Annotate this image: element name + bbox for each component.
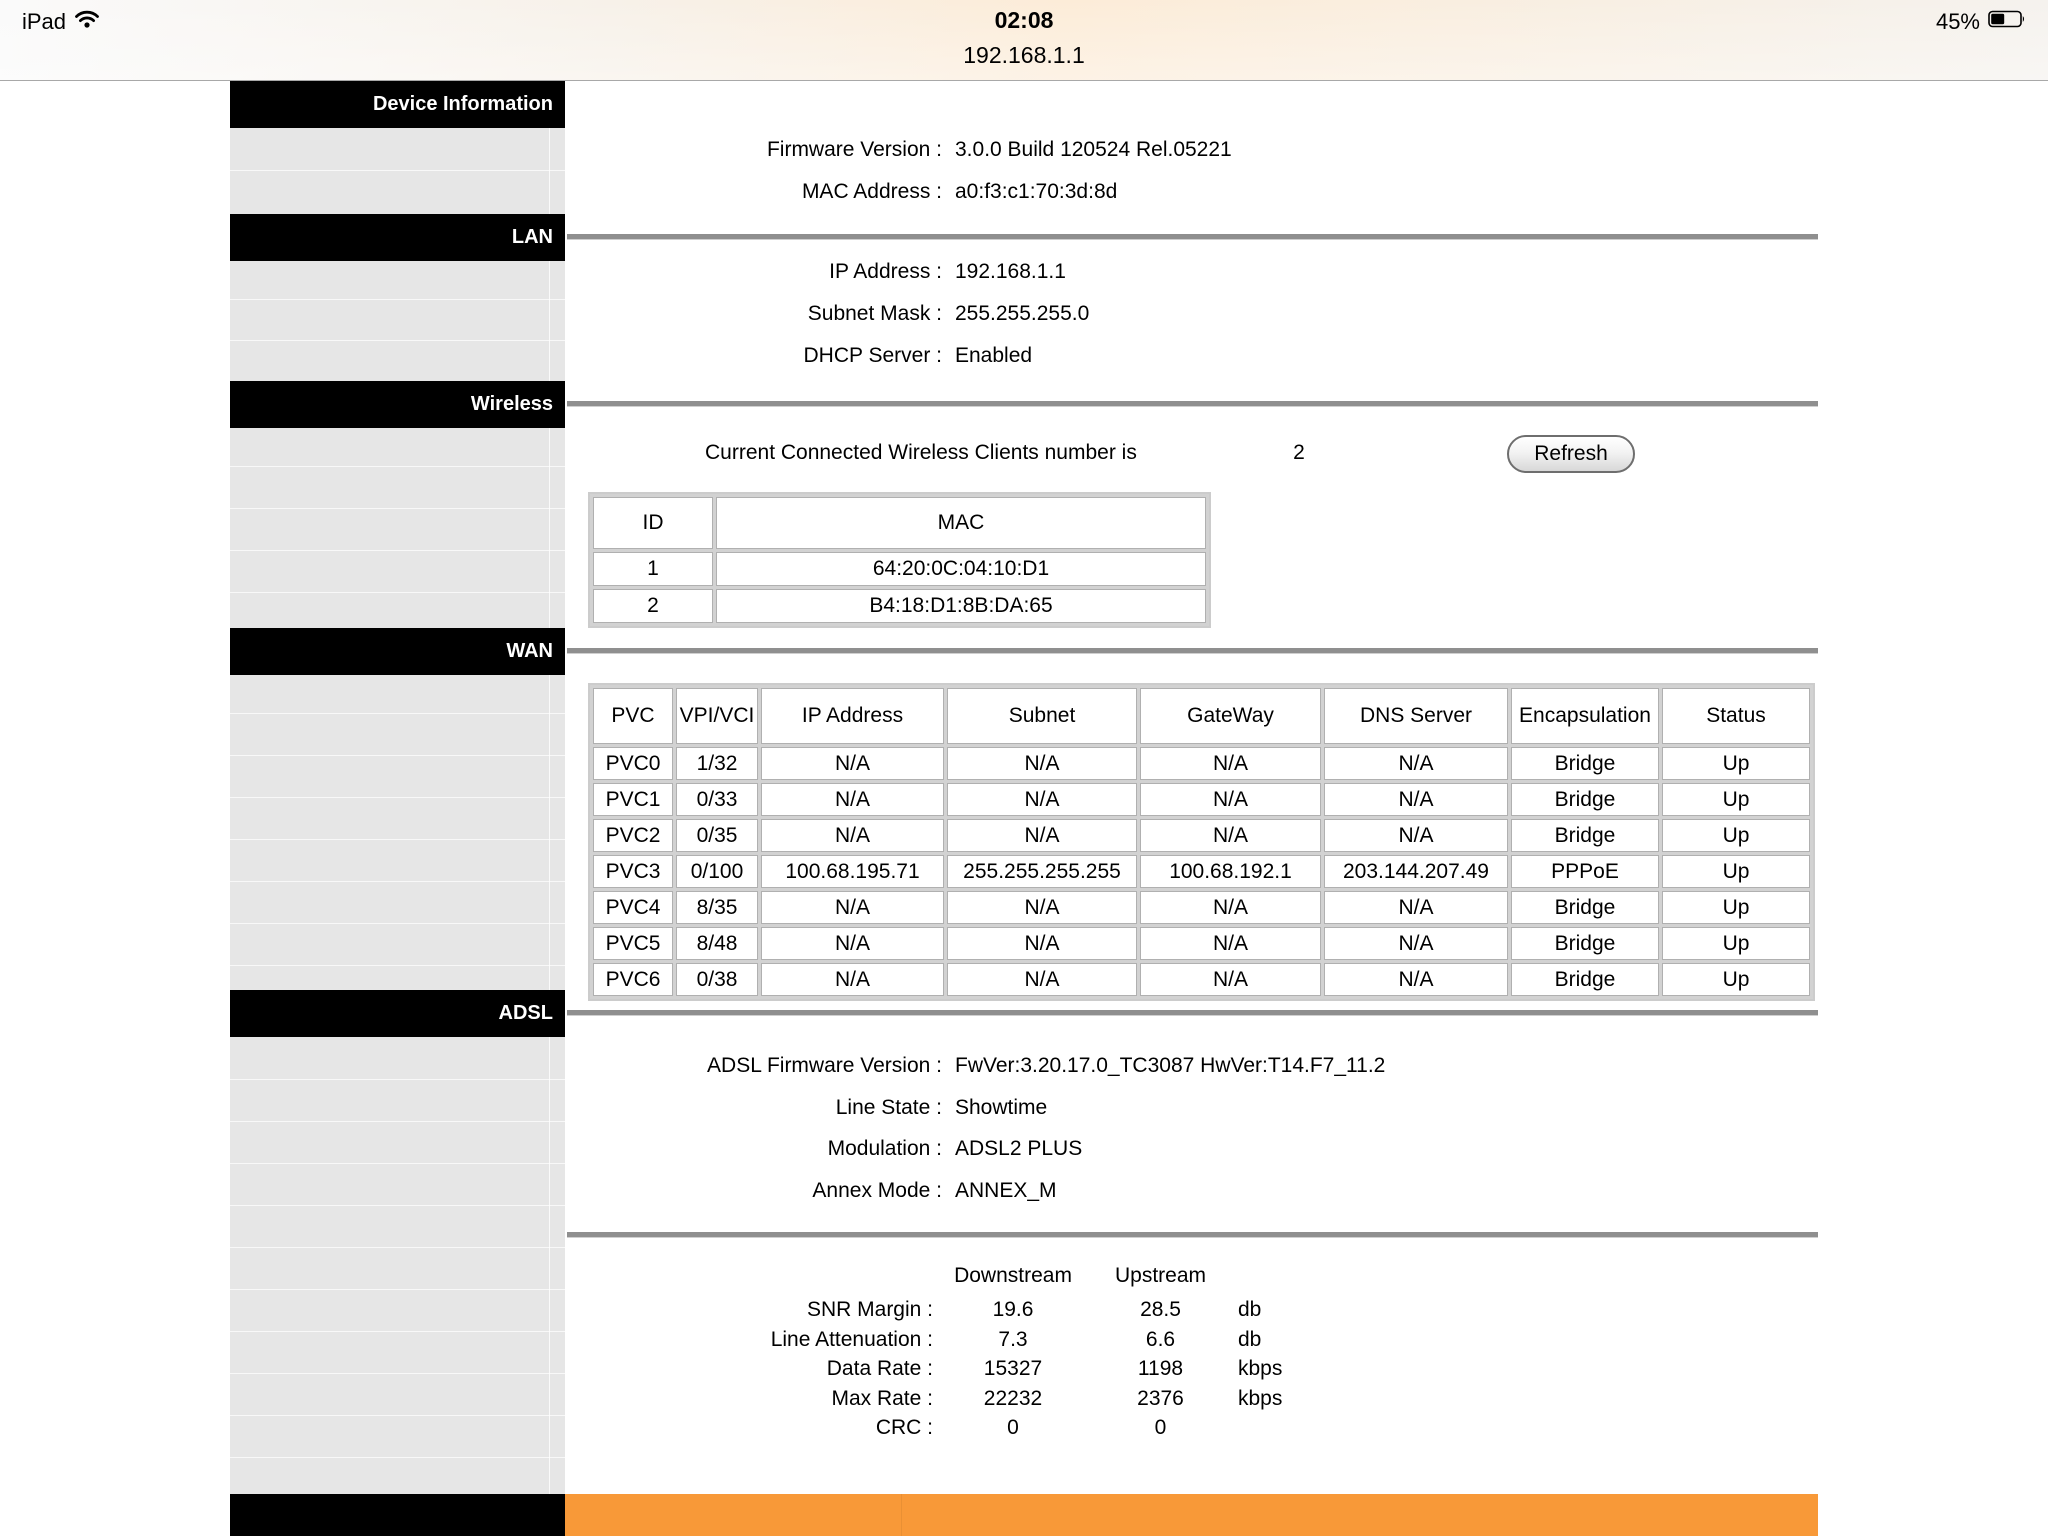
wan-pvc-cell: 255.255.255.255 — [947, 855, 1137, 888]
wan-pvc-cell: N/A — [947, 819, 1137, 852]
wan-pvc-cell: Up — [1662, 783, 1810, 816]
sidebar-row-separator — [230, 1205, 565, 1206]
wan-pvc-cell: PVC6 — [593, 963, 673, 996]
wan-pvc-row — [593, 819, 1810, 852]
wan-pvc-cell: N/A — [1324, 927, 1508, 960]
wan-pvc-header-cell: Status — [1662, 688, 1810, 744]
wan-pvc-cell: N/A — [947, 783, 1137, 816]
wan-pvc-cell: PVC2 — [593, 819, 673, 852]
sidebar-row-separator — [230, 466, 565, 467]
wan-pvc-cell: N/A — [761, 891, 944, 924]
carrier-label: iPad — [22, 9, 67, 34]
wan-pvc-cell: 100.68.192.1 — [1140, 855, 1321, 888]
sidebar-row-separator — [230, 1289, 565, 1290]
wan-pvc-cell: N/A — [947, 963, 1137, 996]
adsl-row — [567, 1094, 1818, 1122]
wan-pvc-header-row — [593, 688, 1810, 744]
wan-pvc-cell: Up — [1662, 891, 1810, 924]
wan-pvc-cell: Up — [1662, 927, 1810, 960]
wan-pvc-cell: Up — [1662, 963, 1810, 996]
wireless-clients-count: 2 — [1293, 441, 1305, 464]
stats-upstream: 2376 — [1137, 1387, 1184, 1410]
wan-pvc-cell: 0/100 — [676, 855, 758, 888]
wireless-client-cell: 1 — [593, 552, 713, 586]
wan-pvc-cell: N/A — [1324, 747, 1508, 780]
lan-label: DHCP Server : — [803, 344, 942, 367]
wan-pvc-cell: N/A — [1140, 891, 1321, 924]
wan-pvc-cell: PVC5 — [593, 927, 673, 960]
wireless-clients-table — [588, 492, 1211, 628]
stats-label: SNR Margin : — [806, 1298, 933, 1321]
sidebar-row-separator — [230, 923, 565, 924]
wan-pvc-cell: 0/38 — [676, 963, 758, 996]
wan-pvc-cell: N/A — [947, 891, 1137, 924]
wan-pvc-header-cell: PVC — [593, 688, 673, 744]
sidebar-row-separator — [230, 1121, 565, 1122]
stats-label: Data Rate : — [826, 1357, 933, 1380]
battery-icon — [1988, 8, 2028, 36]
wan-pvc-cell: 0/33 — [676, 783, 758, 816]
sidebar-row-separator — [230, 592, 565, 593]
wan-pvc-row — [593, 855, 1810, 888]
sidebar-row-separator — [230, 1331, 565, 1332]
wan-pvc-cell: Up — [1662, 819, 1810, 852]
sidebar-footer-bar — [230, 1494, 565, 1536]
adsl-label: Line State : — [835, 1096, 942, 1119]
section-header-wan: WAN — [230, 628, 565, 675]
stats-downstream: 22232 — [983, 1387, 1043, 1410]
sidebar-row-separator — [230, 340, 565, 341]
wireless-client-cell: B4:18:D1:8B:DA:65 — [716, 589, 1206, 623]
wan-pvc-cell: 8/48 — [676, 927, 758, 960]
sidebar-row-separator — [230, 797, 565, 798]
refresh-button[interactable]: Refresh — [1507, 435, 1635, 473]
sidebar-row-separator — [230, 839, 565, 840]
wan-pvc-cell: N/A — [761, 783, 944, 816]
ipad-status-bar — [0, 0, 2048, 81]
lan-row — [567, 300, 1818, 328]
wan-pvc-header-cell: Subnet — [947, 688, 1137, 744]
wan-pvc-cell: N/A — [1140, 747, 1321, 780]
footer-orange-bar — [565, 1494, 1818, 1536]
wan-pvc-cell: PVC0 — [593, 747, 673, 780]
wan-pvc-cell: 1/32 — [676, 747, 758, 780]
wan-pvc-cell: Bridge — [1511, 891, 1659, 924]
wan-pvc-cell: Up — [1662, 855, 1810, 888]
device-info-label: MAC Address : — [801, 180, 942, 203]
wan-pvc-table — [588, 683, 1815, 1001]
wan-pvc-cell: Bridge — [1511, 783, 1659, 816]
wan-pvc-cell: N/A — [761, 963, 944, 996]
stats-unit: db — [1238, 1298, 1262, 1321]
wan-pvc-cell: PPPoE — [1511, 855, 1659, 888]
sidebar-row-separator — [230, 965, 565, 966]
stats-header-upstream: Upstream — [1114, 1264, 1207, 1287]
wan-pvc-cell: PVC1 — [593, 783, 673, 816]
adsl-value: ANNEX_M — [955, 1179, 1057, 1202]
stats-unit: kbps — [1238, 1387, 1283, 1410]
wan-divider-rule — [567, 648, 1818, 654]
sidebar-row-separator — [230, 1373, 565, 1374]
wan-pvc-cell: Bridge — [1511, 747, 1659, 780]
wireless-client-cell: 2 — [593, 589, 713, 623]
wan-pvc-cell: Bridge — [1511, 927, 1659, 960]
wan-pvc-header-cell: DNS Server — [1324, 688, 1508, 744]
stats-upstream: 28.5 — [1140, 1298, 1181, 1321]
stats — [567, 1414, 1818, 1442]
wan-pvc-cell: N/A — [947, 927, 1137, 960]
device-info-value: a0:f3:c1:70:3d:8d — [955, 180, 1118, 203]
sidebar-row-separator — [230, 1457, 565, 1458]
wan-pvc-cell: N/A — [1140, 783, 1321, 816]
stats-downstream: 19.6 — [992, 1298, 1034, 1321]
wireless-client-header-cell: MAC — [716, 497, 1206, 549]
wan-pvc-cell: N/A — [947, 747, 1137, 780]
stats-label: Line Attenuation : — [770, 1328, 933, 1351]
wan-pvc-header-cell: GateWay — [1140, 688, 1321, 744]
wan-pvc-cell: PVC4 — [593, 891, 673, 924]
adsl-row — [567, 1177, 1818, 1205]
adsl-label: Modulation : — [827, 1137, 942, 1160]
stats — [567, 1385, 1818, 1413]
wan-pvc-cell: N/A — [1324, 783, 1508, 816]
wan-pvc-header-cell: VPI/VCI — [676, 688, 758, 744]
stats — [567, 1296, 1818, 1324]
section-header-adsl: ADSL — [230, 990, 565, 1037]
sidebar-row-separator — [230, 1163, 565, 1164]
sidebar-row-separator — [230, 755, 565, 756]
lan-value: Enabled — [955, 344, 1033, 367]
adsl-row — [567, 1135, 1818, 1163]
lan-value: 192.168.1.1 — [955, 260, 1066, 283]
stats-upstream: 0 — [1154, 1416, 1167, 1439]
adsl-stats-divider-rule — [567, 1232, 1818, 1238]
stats-unit: kbps — [1238, 1357, 1283, 1380]
wan-pvc-cell: N/A — [1324, 891, 1508, 924]
adsl-label: ADSL Firmware Version : — [707, 1054, 942, 1077]
wan-pvc-cell: N/A — [1140, 963, 1321, 996]
lan-row — [567, 258, 1818, 286]
battery-area — [1936, 8, 2028, 36]
wan-pvc-row — [593, 891, 1810, 924]
adsl-value: Showtime — [955, 1096, 1048, 1119]
lan-row — [567, 342, 1818, 370]
wireless-client-cell: 64:20:0C:04:10:D1 — [716, 552, 1206, 586]
wan-pvc-row — [593, 963, 1810, 996]
lan-value: 255.255.255.0 — [955, 302, 1090, 325]
wan-pvc-row — [593, 927, 1810, 960]
lan-divider-rule — [567, 234, 1818, 240]
sidebar-menu-column — [230, 81, 565, 1494]
lan-label: Subnet Mask : — [807, 302, 942, 325]
device-info-value: 3.0.0 Build 120524 Rel.05221 — [955, 138, 1232, 161]
stats-upstream: 6.6 — [1145, 1328, 1176, 1351]
stats-downstream: 15327 — [983, 1357, 1043, 1380]
stats-downstream: 7.3 — [998, 1328, 1028, 1351]
wan-pvc-cell: N/A — [1324, 819, 1508, 852]
sidebar-inner-divider — [549, 81, 550, 1494]
section-header-lan: LAN — [230, 214, 565, 261]
stats-header — [567, 1262, 1818, 1290]
address-bar[interactable]: 192.168.1.1 — [963, 42, 1085, 68]
adsl-label: Annex Mode : — [812, 1179, 942, 1202]
wireless-divider-rule — [567, 401, 1818, 407]
wan-pvc-header-cell: IP Address — [761, 688, 944, 744]
sidebar-row-separator — [230, 508, 565, 509]
sidebar-row-separator — [230, 1247, 565, 1248]
sidebar-row-separator — [230, 881, 565, 882]
wan-pvc-cell: 8/35 — [676, 891, 758, 924]
wan-pvc-cell: N/A — [1324, 963, 1508, 996]
wan-pvc-cell: N/A — [761, 747, 944, 780]
wan-pvc-cell: 203.144.207.49 — [1324, 855, 1508, 888]
footer-frame-seam — [901, 1494, 902, 1536]
stats-upstream: 1198 — [1137, 1357, 1184, 1380]
wan-pvc-row — [593, 783, 1810, 816]
wan-pvc-cell: 100.68.195.71 — [761, 855, 944, 888]
wan-pvc-cell: Bridge — [1511, 963, 1659, 996]
wan-pvc-cell: N/A — [1140, 819, 1321, 852]
wireless-clients-text: Current Connected Wireless Clients number is — [705, 441, 1137, 464]
wireless-client-row — [593, 552, 1206, 586]
section-header-wireless: Wireless — [230, 381, 565, 428]
wireless-client-header-row — [593, 497, 1206, 549]
wan-pvc-cell: PVC3 — [593, 855, 673, 888]
wan-pvc-header-cell: Encapsulation — [1511, 688, 1659, 744]
stats-label: CRC : — [875, 1416, 933, 1439]
wireless-client-header-cell: ID — [593, 497, 713, 549]
wireless-clients-row — [567, 431, 1818, 475]
sidebar-row-separator — [230, 299, 565, 300]
stats-header-downstream: Downstream — [954, 1264, 1072, 1287]
stats-unit: db — [1238, 1328, 1262, 1351]
adsl-value: ADSL2 PLUS — [955, 1137, 1083, 1160]
sidebar-row-separator — [230, 713, 565, 714]
wan-pvc-cell: N/A — [761, 927, 944, 960]
section-header-device-information: Device Information — [230, 81, 565, 128]
wireless-client-row — [593, 589, 1206, 623]
battery-percent: 45% — [1935, 9, 1980, 34]
adsl-row — [567, 1052, 1818, 1080]
stats — [567, 1355, 1818, 1383]
wan-pvc-row — [593, 747, 1810, 780]
device-info-label: Firmware Version : — [766, 138, 942, 161]
sidebar-row-separator — [230, 170, 565, 171]
clock: 02:08 — [994, 7, 1054, 33]
sidebar-row-separator — [230, 550, 565, 551]
lan-label: IP Address : — [829, 260, 942, 283]
stats — [567, 1326, 1818, 1354]
device-info-row — [567, 136, 1818, 164]
stats-downstream: 0 — [1007, 1416, 1019, 1439]
sidebar-row-separator — [230, 1415, 565, 1416]
wan-pvc-cell: Bridge — [1511, 819, 1659, 852]
wan-pvc-cell: N/A — [761, 819, 944, 852]
adsl-value: FwVer:3.20.17.0_TC3087 HwVer:T14.F7_11.2 — [955, 1054, 1386, 1077]
wan-pvc-cell: N/A — [1140, 927, 1321, 960]
wan-pvc-cell: Up — [1662, 747, 1810, 780]
device-info-row — [567, 178, 1818, 206]
wan-pvc-cell: 0/35 — [676, 819, 758, 852]
sidebar-row-separator — [230, 1079, 565, 1080]
stats-label: Max Rate : — [831, 1387, 933, 1410]
adsl-divider-rule — [567, 1010, 1818, 1016]
